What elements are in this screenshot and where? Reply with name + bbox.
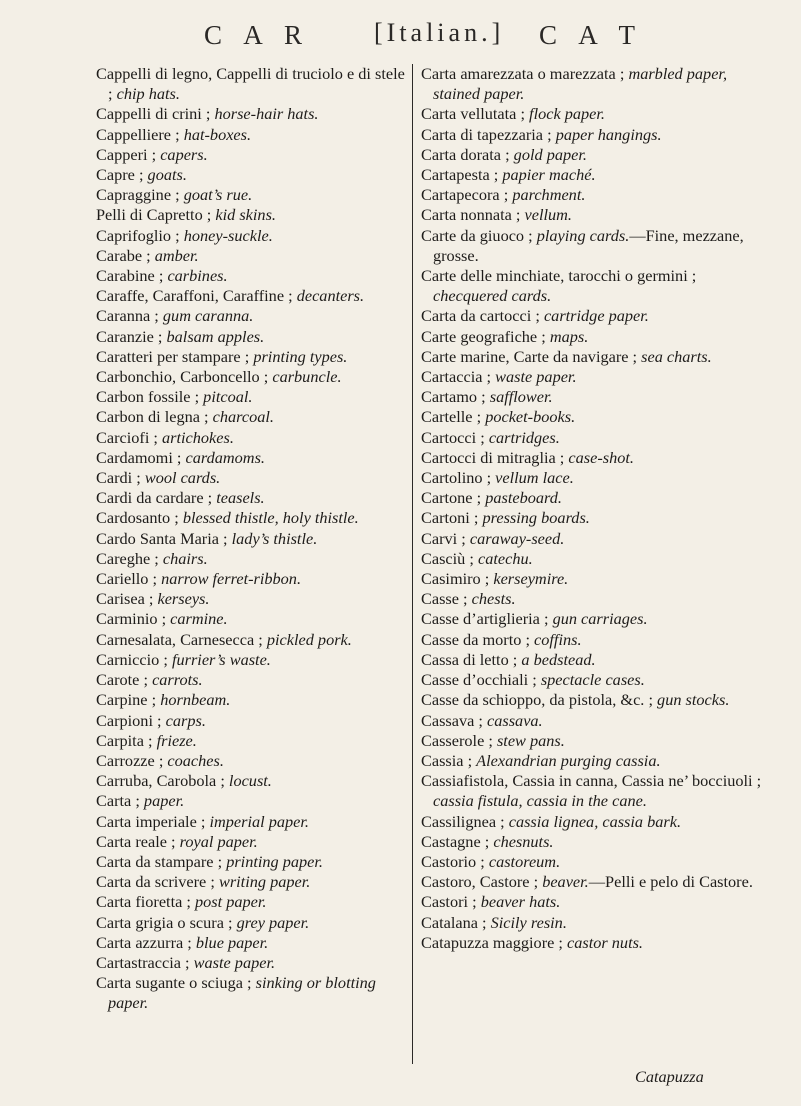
dictionary-entry <box>96 508 408 528</box>
entry-term: Caraffe, Caraffoni, Caraffine ; <box>96 286 297 306</box>
dictionary-entry <box>421 347 763 367</box>
entry-term: Cassiafistola, Cassia in canna, Cassia ne’ bocciuoli ; <box>421 771 762 791</box>
entry-term: Castori ; <box>421 892 481 912</box>
dictionary-entry <box>96 125 408 145</box>
entry-term: Casserole ; <box>421 730 497 750</box>
dictionary-entry <box>96 670 408 690</box>
entry-translation: carbines. <box>167 266 228 286</box>
entry-term: Caranna ; <box>96 306 163 326</box>
entry-translation: castor nuts. <box>567 932 644 952</box>
entry-term: Careghe ; <box>96 548 163 568</box>
entry-translation: playing cards. <box>536 225 630 245</box>
entry-translation: locust. <box>228 771 272 791</box>
dictionary-entry <box>421 549 763 569</box>
entry-term: Casse da morto ; <box>421 629 535 649</box>
dictionary-entry <box>421 327 763 347</box>
entry-term: Carta sugante o sciuga ; <box>96 973 256 993</box>
dictionary-entry <box>96 953 408 973</box>
dictionary-entry <box>421 852 763 872</box>
entry-term: Castagne ; <box>421 831 494 851</box>
entry-translation: carps. <box>165 710 206 730</box>
left-column <box>96 64 408 1014</box>
entry-translation: papier maché. <box>502 165 596 185</box>
entry-translation: beaver hats. <box>480 892 561 912</box>
entry-term: Carbon fossile ; <box>96 387 204 407</box>
entry-translation: waste paper. <box>495 367 577 387</box>
dictionary-entry <box>421 933 763 953</box>
dictionary-entry <box>421 407 763 427</box>
running-header <box>0 14 801 54</box>
dictionary-entry <box>421 266 763 306</box>
entry-translation: sea charts. <box>641 346 712 366</box>
catchword: Catapuzza <box>635 1067 704 1086</box>
dictionary-entry <box>421 104 763 124</box>
entry-translation: maps. <box>549 326 589 346</box>
entry-term: Carta da cartocci ; <box>421 306 544 326</box>
entry-term: Carta reale ; <box>96 831 180 851</box>
entry-term: Carta imperiale ; <box>96 811 210 831</box>
dictionary-entry <box>421 387 763 407</box>
right-column <box>421 64 763 953</box>
entry-translation: blue paper. <box>195 932 269 952</box>
entry-term: Casse da schioppo, da pistola, &c. ; <box>421 690 658 710</box>
dictionary-entry <box>96 226 408 246</box>
entry-term: Cartocci ; <box>421 427 489 447</box>
entry-term: Capre ; <box>96 165 148 185</box>
entry-term: Carpita ; <box>96 730 157 750</box>
header-left: C A R <box>204 20 311 50</box>
entry-term: Cartoni ; <box>421 508 483 528</box>
dictionary-entry <box>421 609 763 629</box>
entry-term: Casse d’occhiali ; <box>421 670 541 690</box>
entry-translation: a bedstead. <box>521 649 596 669</box>
entry-term: Caranzie ; <box>96 326 167 346</box>
dictionary-entry <box>421 913 763 933</box>
entry-term: Cartelle ; <box>421 407 486 427</box>
entry-translation: cassia fistula, cassia in the cane. <box>433 791 647 811</box>
entry-translation: balsam apples. <box>166 326 265 346</box>
dictionary-entry <box>96 104 408 124</box>
entry-term: Carisea ; <box>96 589 158 609</box>
entry-term: Cassia ; <box>421 750 477 770</box>
entry-translation: artichokes. <box>162 427 234 447</box>
entry-term: Casse ; <box>421 589 472 609</box>
dictionary-entry <box>96 913 408 933</box>
entry-term: Carta ; <box>96 791 144 811</box>
dictionary-entry <box>96 569 408 589</box>
entry-translation: gum caranna. <box>162 306 254 326</box>
dictionary-entry <box>96 791 408 811</box>
entry-translation: pickled pork. <box>266 629 352 649</box>
entry-translation: hornbeam. <box>160 690 231 710</box>
dictionary-entry <box>421 367 763 387</box>
entry-term: Cartolino ; <box>421 468 496 488</box>
dictionary-entry <box>421 428 763 448</box>
dictionary-entry <box>96 488 408 508</box>
entry-term: Carbonchio, Carboncello ; <box>96 367 273 387</box>
entry-translation: gun stocks. <box>657 690 730 710</box>
entry-term: Cardamomi ; <box>96 447 186 467</box>
entry-translation: horse-hair hats. <box>214 104 319 124</box>
entry-translation: narrow ferret-ribbon. <box>161 569 302 589</box>
entry-term: Cartamo ; <box>421 387 490 407</box>
dictionary-entry <box>421 589 763 609</box>
header-right: C A T <box>539 20 644 50</box>
dictionary-entry <box>96 367 408 387</box>
dictionary-entry <box>96 185 408 205</box>
entry-term: Cassilignea ; <box>421 811 509 831</box>
entry-term: Cartapesta ; <box>421 165 503 185</box>
entry-term: Carta nonnata ; <box>421 205 525 225</box>
entry-translation: decanters. <box>296 286 365 306</box>
entry-translation: chests. <box>471 589 516 609</box>
entry-translation: charcoal. <box>212 407 274 427</box>
entry-translation: flock paper. <box>529 104 606 124</box>
entry-term: Carta fioretta ; <box>96 892 195 912</box>
entry-translation: castoreum. <box>488 851 561 871</box>
entry-translation: writing paper. <box>218 872 311 892</box>
dictionary-entry <box>96 327 408 347</box>
dictionary-entry <box>96 529 408 549</box>
entry-translation: stew pans. <box>496 730 565 750</box>
entry-term: Castoro, Castore ; <box>421 872 543 892</box>
entry-translation: Sicily resin. <box>490 912 567 932</box>
dictionary-entry <box>96 852 408 872</box>
dictionary-entry <box>421 64 763 104</box>
entry-term: Carvi ; <box>421 528 470 548</box>
dictionary-entry <box>421 690 763 710</box>
entry-translation: coffins. <box>534 629 582 649</box>
dictionary-entry <box>96 933 408 953</box>
entry-term: Cassa di letto ; <box>421 649 522 669</box>
dictionary-entry <box>96 306 408 326</box>
entry-term: Capraggine ; <box>96 185 184 205</box>
dictionary-entry <box>96 872 408 892</box>
dictionary-entry <box>421 468 763 488</box>
dictionary-entry <box>96 973 408 1013</box>
entry-translation: paper. <box>143 791 185 811</box>
entry-translation: printing paper. <box>226 851 323 871</box>
dictionary-entry <box>421 630 763 650</box>
dictionary-entry <box>421 650 763 670</box>
entry-term: Cartastraccia ; <box>96 952 194 972</box>
dictionary-entry <box>96 407 408 427</box>
entry-translation: printing types. <box>253 346 348 366</box>
entry-term: Carabe ; <box>96 245 155 265</box>
entry-term: Capperi ; <box>96 144 161 164</box>
entry-term: Cartapecora ; <box>421 185 513 205</box>
entry-translation: cardamoms. <box>185 447 265 467</box>
entry-term: Carruba, Carobola ; <box>96 771 229 791</box>
entry-translation: lady’s thistle. <box>231 528 318 548</box>
entry-term: Cartone ; <box>421 488 486 508</box>
entry-term: Carnesalata, Carnesecca ; <box>96 629 267 649</box>
dictionary-entry <box>96 205 408 225</box>
dictionary-entry <box>421 751 763 771</box>
entry-translation: cartridges. <box>488 427 560 447</box>
entry-translation: sinking or blotting paper. <box>108 973 376 1013</box>
entry-term: Carniccio ; <box>96 649 172 669</box>
entry-translation: grey paper. <box>236 912 310 932</box>
entry-term: Cappelli di crini ; <box>96 104 215 124</box>
entry-translation: teasels. <box>216 488 265 508</box>
dictionary-entry <box>421 226 763 266</box>
entry-term: Cardo Santa Maria ; <box>96 528 232 548</box>
dictionary-entry <box>421 711 763 731</box>
entry-translation: checquered cards. <box>433 286 552 306</box>
entry-term: Cardi ; <box>96 468 145 488</box>
dictionary-entry <box>421 670 763 690</box>
dictionary-entry <box>421 508 763 528</box>
entry-translation: coaches. <box>167 750 224 770</box>
entry-term: Casciù ; <box>421 548 478 568</box>
dictionary-entry <box>96 771 408 791</box>
entry-translation: vellum lace. <box>495 468 574 488</box>
entry-term: Carta da stampare ; <box>96 851 227 871</box>
dictionary-entry <box>96 387 408 407</box>
entry-translation: honey-suckle. <box>183 225 273 245</box>
entry-term: Cappelli di legno, Cappelli di truciolo e di stele ; <box>96 64 405 104</box>
entry-term: Carta azzurra ; <box>96 932 196 952</box>
dictionary-entry <box>96 145 408 165</box>
dictionary-entry <box>421 731 763 751</box>
entry-translation: frieze. <box>156 730 197 750</box>
dictionary-entry <box>96 266 408 286</box>
entry-translation: capers. <box>160 144 208 164</box>
entry-term: Carta da scrivere ; <box>96 872 219 892</box>
entry-translation: gold paper. <box>513 144 587 164</box>
entry-translation: pitcoal. <box>203 387 253 407</box>
entry-translation: wool cards. <box>144 468 221 488</box>
header-middle: [Italian.] <box>374 18 505 47</box>
entry-translation: carbuncle. <box>272 367 342 387</box>
dictionary-entry <box>96 246 408 266</box>
dictionary-entry <box>96 286 408 306</box>
entry-term: Casimiro ; <box>421 569 494 589</box>
entry-term: Catapuzza maggiore ; <box>421 932 568 952</box>
dictionary-entry <box>96 609 408 629</box>
dictionary-entry <box>96 448 408 468</box>
entry-translation: Alexandrian purging cassia. <box>476 750 661 770</box>
entry-term: Castorio ; <box>421 851 489 871</box>
entry-translation: goats. <box>147 165 187 185</box>
entry-translation: vellum. <box>524 205 572 225</box>
entry-translation: waste paper. <box>193 952 276 972</box>
entry-translation: catechu. <box>477 548 533 568</box>
dictionary-entry <box>96 165 408 185</box>
entry-term: Carte da giuoco ; <box>421 225 537 245</box>
entry-translation: carrots. <box>152 670 203 690</box>
entry-translation: kid skins. <box>215 205 276 225</box>
entry-translation: parchment. <box>512 185 586 205</box>
dictionary-entry <box>421 771 763 811</box>
entry-translation: beaver. <box>542 872 589 892</box>
entry-translation: case-shot. <box>568 447 634 467</box>
dictionary-entry <box>96 812 408 832</box>
entry-translation: marbled paper, stained paper. <box>433 64 728 104</box>
entry-translation: paper hangings. <box>555 124 662 144</box>
entry-term: Carpioni ; <box>96 710 166 730</box>
entry-translation: kerseys. <box>157 589 210 609</box>
entry-translation: chesnuts. <box>493 831 554 851</box>
entry-term: Carte marine, Carte da navigare ; <box>421 346 642 366</box>
entry-translation: spectacle cases. <box>540 670 645 690</box>
dictionary-entry <box>96 731 408 751</box>
entry-translation: post paper. <box>195 892 267 912</box>
entry-term: Cappelliere ; <box>96 124 184 144</box>
entry-term: Carte delle minchiate, tarocchi o germini ; <box>421 266 697 286</box>
entry-translation: cassia lignea, cassia bark. <box>508 811 682 831</box>
dictionary-entry <box>421 892 763 912</box>
entry-translation: chairs. <box>162 548 208 568</box>
dictionary-entry <box>96 428 408 448</box>
dictionary-entry <box>421 125 763 145</box>
dictionary-entry <box>96 64 408 104</box>
entry-translation: royal paper. <box>179 831 258 851</box>
dictionary-entry <box>96 549 408 569</box>
entry-translation: hat-boxes. <box>183 124 252 144</box>
entry-term: Catalana ; <box>421 912 491 932</box>
entry-term: Carte geografiche ; <box>421 326 550 346</box>
dictionary-entry <box>96 630 408 650</box>
entry-translation: chip hats. <box>116 84 180 104</box>
entry-translation: blessed thistle, holy thistle. <box>182 508 359 528</box>
entry-translation: pocket-books. <box>485 407 576 427</box>
dictionary-entry <box>96 690 408 710</box>
entry-term: Cardi da cardare ; <box>96 488 217 508</box>
entry-term: Carta vellutata ; <box>421 104 530 124</box>
dictionary-entry <box>421 569 763 589</box>
entry-translation: pressing boards. <box>482 508 590 528</box>
entry-term: Cassava ; <box>421 710 488 730</box>
dictionary-entry <box>96 892 408 912</box>
entry-translation: gun carriages. <box>552 609 648 629</box>
entry-term: Carciofi ; <box>96 427 163 447</box>
dictionary-entry <box>96 650 408 670</box>
dictionary-entry <box>96 468 408 488</box>
entry-term: Pelli di Capretto ; <box>96 205 216 225</box>
entry-term: Carminio ; <box>96 609 171 629</box>
dictionary-entry <box>96 711 408 731</box>
entry-term: Carpine ; <box>96 690 161 710</box>
dictionary-entry <box>421 205 763 225</box>
entry-note: —Pelli e pelo di Castore. <box>588 872 753 892</box>
dictionary-entry <box>421 145 763 165</box>
dictionary-entry <box>96 347 408 367</box>
entry-term: Caprifoglio ; <box>96 225 184 245</box>
entry-translation: cartridge paper. <box>543 306 649 326</box>
entry-translation: cassava. <box>487 710 543 730</box>
dictionary-entry <box>421 165 763 185</box>
entry-term: Carabine ; <box>96 266 168 286</box>
entry-translation: imperial paper. <box>209 811 309 831</box>
entry-term: Carote ; <box>96 670 153 690</box>
dictionary-entry <box>421 448 763 468</box>
entry-translation: kerseymire. <box>493 569 569 589</box>
dictionary-entry <box>96 832 408 852</box>
entry-translation: safflower. <box>489 387 553 407</box>
entry-translation: amber. <box>154 245 199 265</box>
entry-term: Caratteri per stampare ; <box>96 346 254 366</box>
entry-term: Cardosanto ; <box>96 508 183 528</box>
entry-term: Carbon di legna ; <box>96 407 213 427</box>
entry-term: Casse d’artiglieria ; <box>421 609 553 629</box>
entry-translation: pasteboard. <box>485 488 562 508</box>
entry-term: Carta grigia o scura ; <box>96 912 237 932</box>
dictionary-entry <box>421 529 763 549</box>
dictionary-entry <box>96 751 408 771</box>
entry-term: Cartaccia ; <box>421 367 496 387</box>
entry-term: Cariello ; <box>96 569 162 589</box>
dictionary-entry <box>96 589 408 609</box>
entry-translation: caraway-seed. <box>469 528 565 548</box>
dictionary-entry <box>421 185 763 205</box>
entry-term: Carta di tapezzaria ; <box>421 124 556 144</box>
entry-translation: furrier’s waste. <box>171 649 271 669</box>
entry-term: Carrozze ; <box>96 750 168 770</box>
dictionary-entry <box>421 832 763 852</box>
dictionary-entry <box>421 872 763 892</box>
dictionary-entry <box>421 812 763 832</box>
entry-translation: carmine. <box>170 609 228 629</box>
entry-term: Cartocci di mitraglia ; <box>421 447 569 467</box>
entry-term: Carta dorata ; <box>421 144 514 164</box>
column-divider <box>412 64 413 1064</box>
entry-term: Carta amarezzata o marezzata ; <box>421 64 629 83</box>
entry-translation: goat’s rue. <box>183 185 253 205</box>
entry-note: —Fine, mezzane, grosse. <box>433 225 744 265</box>
dictionary-entry <box>421 488 763 508</box>
dictionary-entry <box>421 306 763 326</box>
